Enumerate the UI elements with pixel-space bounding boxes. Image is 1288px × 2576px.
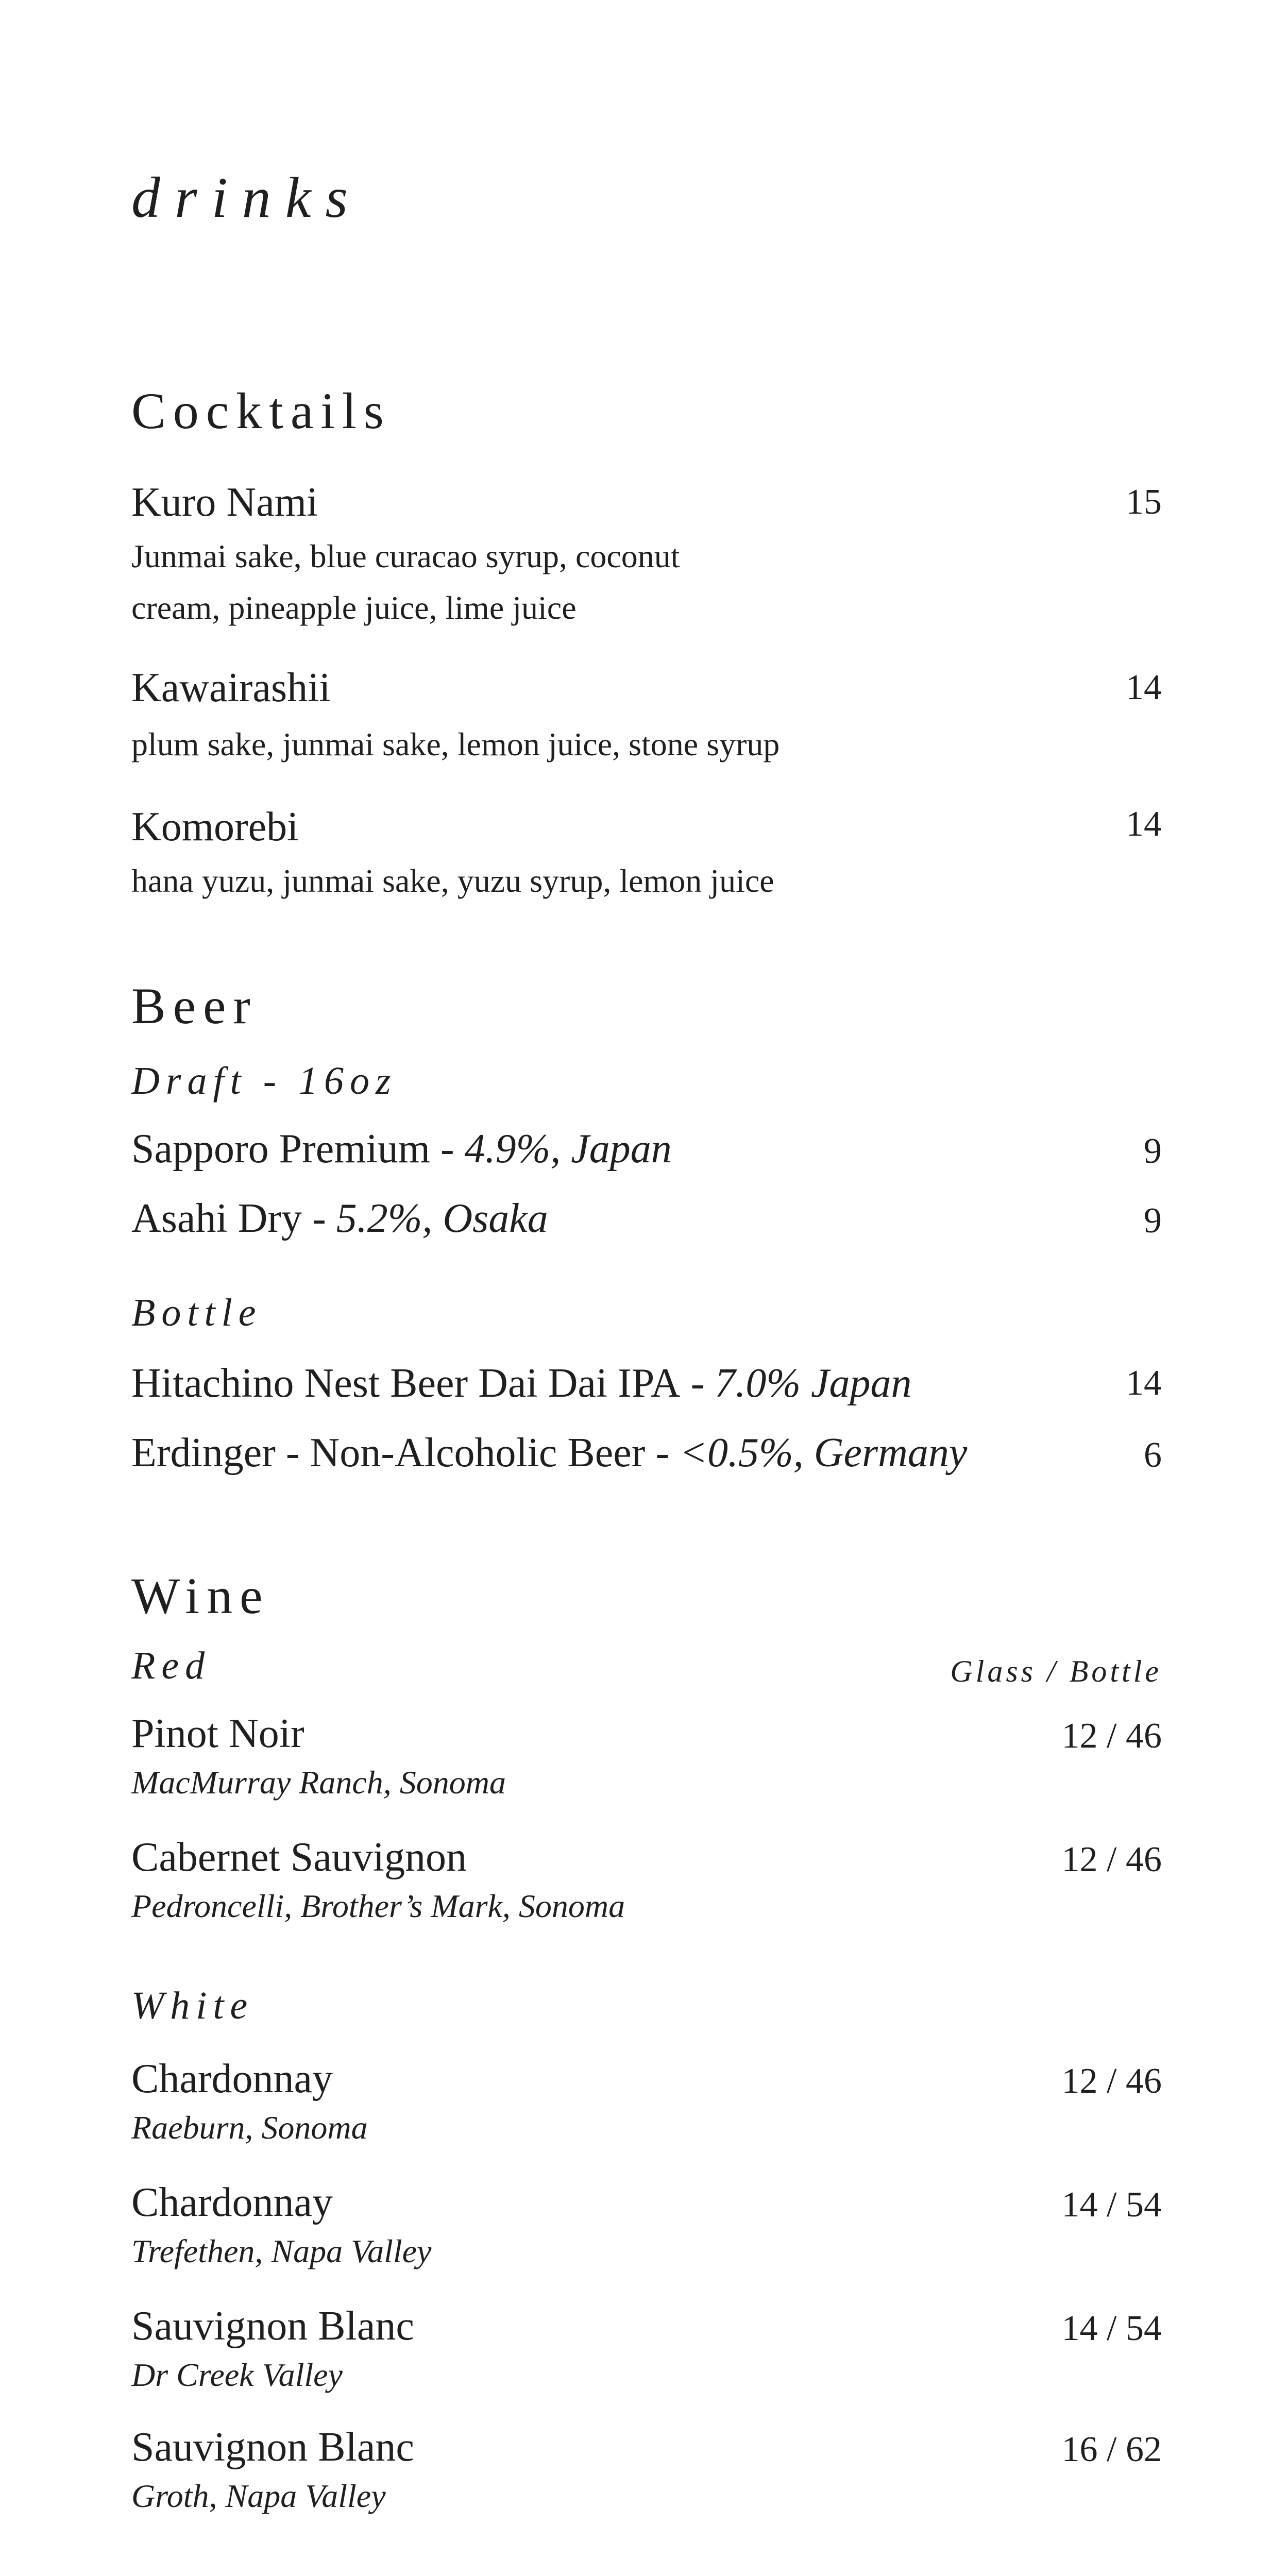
menu-item-name: Kuro Nami [131, 480, 318, 525]
menu-item-producer: Dr Creek Valley [131, 2357, 343, 2393]
menu-item-name: Asahi Dry - 5.2%, Osaka [131, 1196, 548, 1241]
menu-item-price: 12 / 46 [1061, 2061, 1162, 2101]
menu-item-name: Sapporo Premium - 4.9%, Japan [131, 1126, 672, 1172]
menu-item-producer: Groth, Napa Valley [131, 2478, 386, 2514]
menu-item-name: Chardonnay [131, 2056, 333, 2102]
menu-item-name: Pinot Noir [131, 1711, 304, 1756]
menu-item-producer: MacMurray Ranch, Sonoma [131, 1764, 506, 1801]
menu-item-price: 12 / 46 [1061, 1716, 1162, 1756]
menu-item-description: Junmai sake, blue curacao syrup, coconut [131, 538, 680, 574]
menu-item-price: 14 [1126, 804, 1162, 844]
menu-item-price: 14 / 54 [1061, 2185, 1162, 2225]
menu-title: drinks [131, 166, 362, 230]
menu-item-price: 9 [1144, 1131, 1162, 1171]
menu-item-producer: Pedroncelli, Brother’s Mark, Sonoma [131, 1888, 625, 1924]
section-heading-wine: Wine [131, 1567, 270, 1624]
menu-item-price: 16 / 62 [1061, 2430, 1162, 2469]
menu-item-description: plum sake, junmai sake, lemon juice, stone syrup [131, 726, 780, 762]
menu-item-description: hana yuzu, junmai sake, yuzu syrup, lemon juice [131, 862, 774, 899]
menu-item-name: Cabernet Sauvignon [131, 1835, 467, 1880]
glass-bottle-label: Glass / Bottle [950, 1654, 1162, 1688]
menu-item-name: Erdinger - Non-Alcoholic Beer - <0.5%, Germany [131, 1430, 968, 1476]
menu-item-price: 12 / 46 [1061, 1840, 1162, 1879]
subsection-heading-white: White [131, 1984, 254, 2027]
menu-item-producer: Trefethen, Napa Valley [131, 2233, 432, 2269]
menu-item-price: 9 [1144, 1201, 1162, 1241]
menu-item-name: Hitachino Nest Beer Dai Dai IPA - 7.0% Japan [131, 1361, 912, 1406]
menu-item-name: Chardonnay [131, 2180, 333, 2225]
section-heading-cocktails: Cocktails [131, 382, 391, 439]
menu-item-name: Sauvignon Blanc [131, 2425, 414, 2470]
subsection-heading-red: Red [131, 1644, 211, 1687]
menu-item-producer: Raeburn, Sonoma [131, 2109, 368, 2146]
menu-item-name: Komorebi [131, 804, 299, 850]
menu-item-name: Sauvignon Blanc [131, 2303, 414, 2349]
section-heading-beer: Beer [131, 977, 258, 1035]
subsection-heading-bottle: Bottle [131, 1291, 262, 1334]
menu-item-price: 15 [1126, 482, 1162, 522]
menu-item-price: 14 / 54 [1061, 2309, 1162, 2348]
menu-item-price: 14 [1126, 668, 1162, 707]
menu-item-name: Kawairashii [131, 665, 331, 710]
menu-item-description: cream, pineapple juice, lime juice [131, 589, 577, 626]
subsection-heading-draft: Draft - 16oz [131, 1059, 397, 1103]
menu-item-price: 14 [1126, 1363, 1162, 1403]
menu-item-price: 6 [1144, 1435, 1162, 1475]
